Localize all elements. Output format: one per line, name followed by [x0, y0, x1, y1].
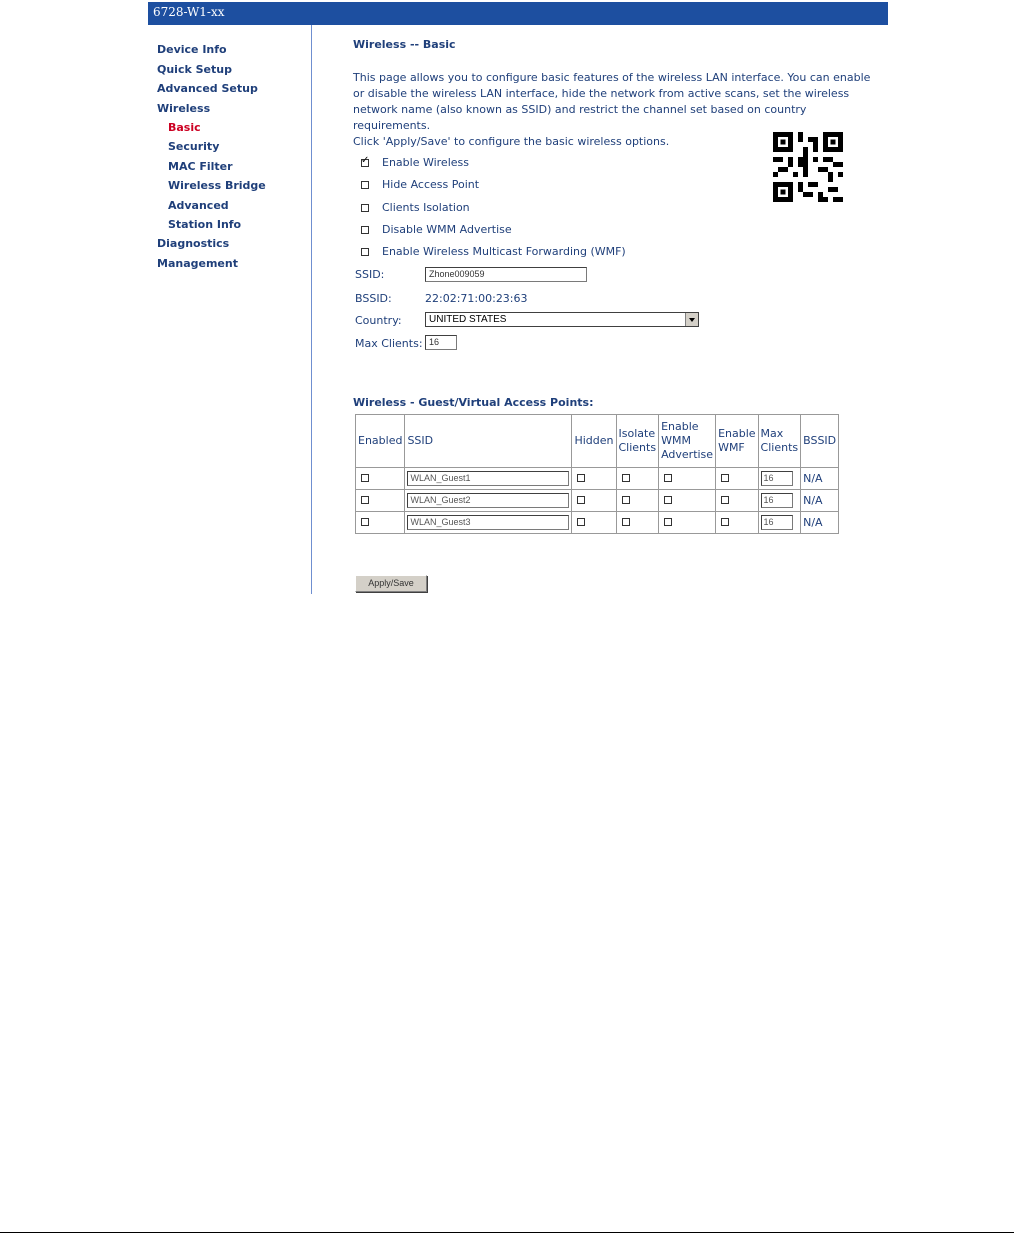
main-content	[312, 25, 888, 625]
table-row	[356, 512, 839, 534]
guest1-isolate-checkbox[interactable]	[622, 474, 630, 482]
guest3-max-clients-input[interactable]: 16	[761, 515, 793, 530]
table-row	[356, 468, 839, 490]
wmf-label: Enable Wireless Multicast Forwarding (WMF)	[382, 245, 626, 258]
sidebar-item-advanced-setup[interactable]: Advanced Setup	[157, 82, 258, 95]
header-bssid	[801, 415, 839, 468]
guest-ap-table	[355, 414, 839, 534]
guest1-wmf-checkbox[interactable]	[721, 474, 729, 482]
ssid-input[interactable]: Zhone009059	[425, 267, 587, 282]
description-instruction: Click 'Apply/Save' to configure the basic wireless options.	[353, 135, 670, 148]
table-row	[356, 490, 839, 512]
guest2-hidden-checkbox[interactable]	[577, 496, 585, 504]
header-hidden	[572, 415, 616, 468]
guest1-wmm-checkbox[interactable]	[664, 474, 672, 482]
sidebar-item-quick-setup[interactable]: Quick Setup	[157, 63, 232, 76]
header-isolate	[616, 415, 659, 468]
guest2-bssid: N/A	[801, 490, 839, 512]
guest2-isolate-checkbox[interactable]	[622, 496, 630, 504]
header-wmm-3: Advertise	[661, 448, 714, 461]
country-label: Country:	[355, 314, 402, 327]
header-max-1: Max	[760, 427, 784, 440]
wmf-checkbox[interactable]	[361, 248, 369, 256]
hide-access-point-label: Hide Access Point	[382, 178, 480, 191]
guest1-ssid-input[interactable]: WLAN_Guest1	[407, 471, 569, 486]
clients-isolation-label: Clients Isolation	[382, 201, 470, 214]
guest2-wmf-checkbox[interactable]	[721, 496, 729, 504]
guest3-isolate-checkbox[interactable]	[622, 518, 630, 526]
max-clients-input[interactable]: 16	[425, 335, 457, 350]
header-wmf	[716, 415, 758, 468]
sidebar-item-security[interactable]: Security	[168, 140, 220, 153]
guest3-wmf-checkbox[interactable]	[721, 518, 729, 526]
sidebar-item-wireless-bridge[interactable]: Wireless Bridge	[168, 179, 266, 192]
page-bottom-rule	[0, 1232, 1014, 1233]
guest2-wmm-checkbox[interactable]	[664, 496, 672, 504]
guest3-enabled-checkbox[interactable]	[361, 518, 369, 526]
header-bssid-text: BSSID	[803, 434, 837, 447]
disable-wmm-checkbox[interactable]	[361, 226, 369, 234]
app-title: 6728-W1-xx	[153, 5, 225, 19]
sidebar-item-device-info[interactable]: Device Info	[157, 43, 227, 56]
enable-wireless-label: Enable Wireless	[382, 156, 469, 169]
qr-code-image	[773, 132, 843, 202]
header-isolate-1: Isolate	[618, 427, 656, 440]
disable-wmm-row	[361, 223, 512, 236]
header-isolate-2: Clients	[618, 441, 657, 454]
guest1-hidden-checkbox[interactable]	[577, 474, 585, 482]
sidebar-item-basic[interactable]: Basic	[168, 121, 201, 134]
guest3-ssid-input[interactable]: WLAN_Guest3	[407, 515, 569, 530]
guest3-wmm-checkbox[interactable]	[664, 518, 672, 526]
guest-section-title: Wireless - Guest/Virtual Access Points:	[353, 396, 594, 409]
ssid-label: SSID:	[355, 268, 385, 281]
enable-wireless-checkbox[interactable]	[361, 159, 369, 167]
sidebar-item-station-info[interactable]: Station Info	[168, 218, 242, 231]
country-select[interactable]	[425, 312, 699, 327]
guest2-max-clients-input[interactable]: 16	[761, 493, 793, 508]
guest1-max-clients-input[interactable]: 16	[761, 471, 793, 486]
guest1-enabled-checkbox[interactable]	[361, 474, 369, 482]
sidebar-item-management[interactable]: Management	[157, 257, 238, 270]
hide-access-point-checkbox[interactable]	[361, 181, 369, 189]
header-wmf-1: Enable	[718, 427, 756, 440]
guest3-hidden-checkbox[interactable]	[577, 518, 585, 526]
chevron-down-icon[interactable]	[685, 313, 698, 326]
description-text: This page allows you to configure basic features of the wireless LAN interface. You can enable or disable the wireless LAN interface, hide the network from active scans, set the wireless network name (also known as SSID) and restrict the channel set based on country requirements.	[353, 71, 871, 132]
sidebar-item-diagnostics[interactable]: Diagnostics	[157, 237, 230, 250]
enable-wireless-row	[361, 156, 469, 169]
wmf-row	[361, 245, 626, 258]
header-wmm-2: WMM	[661, 434, 691, 447]
disable-wmm-label: Disable WMM Advertise	[382, 223, 512, 236]
header-wmm-1: Enable	[661, 420, 699, 433]
max-clients-label: Max Clients:	[355, 337, 423, 350]
header-ssid-text: SSID	[407, 434, 434, 447]
header-enabled	[356, 415, 405, 468]
clients-isolation-checkbox[interactable]	[361, 204, 369, 212]
guest2-enabled-checkbox[interactable]	[361, 496, 369, 504]
bssid-label: BSSID:	[355, 292, 392, 305]
sidebar-item-wireless[interactable]: Wireless	[157, 102, 211, 115]
apply-save-button[interactable]: Apply/Save	[355, 575, 427, 592]
country-select-value: UNITED STATES	[429, 314, 507, 325]
header-wmf-2: WMF	[718, 441, 745, 454]
sidebar	[148, 25, 312, 594]
sidebar-item-advanced[interactable]: Advanced	[168, 199, 229, 212]
table-header-row	[356, 415, 839, 468]
header-enabled-text: Enabled	[358, 434, 403, 447]
guest1-bssid: N/A	[801, 468, 839, 490]
guest2-ssid-input[interactable]: WLAN_Guest2	[407, 493, 569, 508]
sidebar-item-mac-filter[interactable]: MAC Filter	[168, 160, 233, 173]
bssid-value: 22:02:71:00:23:63	[425, 292, 528, 305]
hide-access-point-row	[361, 178, 479, 191]
title-bar	[148, 2, 888, 25]
guest3-bssid: N/A	[801, 512, 839, 534]
page-title: Wireless -- Basic	[353, 38, 456, 51]
clients-isolation-row	[361, 201, 470, 214]
header-hidden-text: Hidden	[574, 434, 614, 447]
header-max-2: Clients	[760, 441, 799, 454]
header-max-clients	[758, 415, 801, 468]
header-ssid	[405, 415, 572, 468]
header-wmm	[659, 415, 716, 468]
